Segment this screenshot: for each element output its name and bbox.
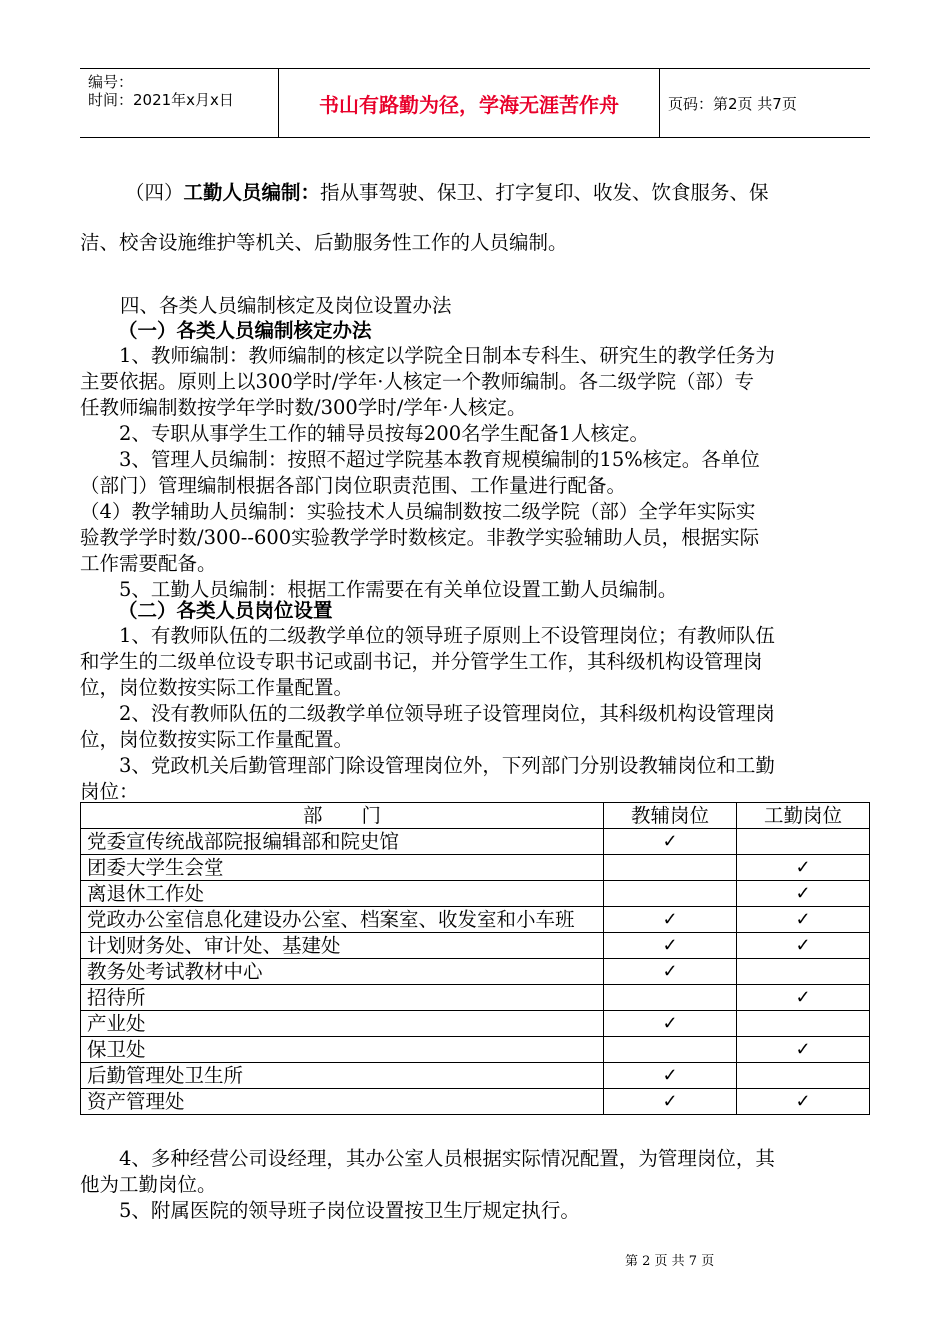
section4-prefix: （四）: [125, 181, 184, 204]
dept-cell: 招待所: [81, 985, 604, 1011]
header-meta: [80, 69, 279, 137]
teaching-aid-check: ✓: [604, 1063, 737, 1089]
body-line: 和学生的二级单位设专职书记或副书记，并分管学生工作，其科级机构设管理岗: [80, 650, 763, 673]
teaching-aid-check: ✓: [604, 959, 737, 985]
dept-cell: 离退休工作处: [81, 881, 604, 907]
dept-cell: 教务处考试教材中心: [81, 959, 604, 985]
dept-cell: 党政办公室信息化建设办公室、档案室、收发室和小车班: [81, 907, 604, 933]
service-check: [737, 829, 870, 855]
header-motto: 书山有路勤为径，学海无涯苦作舟: [279, 69, 660, 137]
dept-cell: 保卫处: [81, 1037, 604, 1063]
table-row: [81, 907, 870, 933]
table-row: [81, 829, 870, 855]
dept-cell: 团委大学生会堂: [81, 855, 604, 881]
teaching-aid-check: [604, 985, 737, 1011]
dept-cell: 党委宣传统战部院报编辑部和院史馆: [81, 829, 604, 855]
body-line: 工作需要配备。: [80, 552, 217, 575]
header-teaching-aid: 教辅岗位: [604, 803, 737, 829]
body-line: 5、附属医院的领导班子岗位设置按卫生厅规定执行。: [80, 1199, 580, 1222]
body-line: 4、多种经营公司设经理，其办公室人员根据实际情况配置，为管理岗位，其: [80, 1147, 775, 1170]
position-table: [80, 802, 870, 1115]
table-row: [81, 1089, 870, 1115]
teaching-aid-check: ✓: [604, 1011, 737, 1037]
teaching-aid-check: ✓: [604, 1089, 737, 1115]
table-header-row: [81, 803, 870, 829]
teaching-aid-check: ✓: [604, 829, 737, 855]
page-footer: 第 2 页 共 7 页: [625, 1254, 715, 1269]
service-check: ✓: [737, 933, 870, 959]
table-row: [81, 985, 870, 1011]
body-line: 1、教师编制：教师编制的核定以学院全日制本专科生、研究生的教学任务为: [80, 344, 775, 367]
teaching-aid-check: ✓: [604, 933, 737, 959]
time-label: 时间：2021年x月x日: [88, 91, 234, 109]
header-dept: 部 门: [81, 803, 604, 829]
body-line: 1、有教师队伍的二级教学单位的领导班子原则上不设管理岗位；有教师队伍: [80, 624, 775, 647]
teaching-aid-check: [604, 881, 737, 907]
service-check: ✓: [737, 1089, 870, 1115]
heading-sub1: （一）各类人员编制核定办法: [118, 319, 372, 342]
body-line: 2、专职从事学生工作的辅导员按每200名学生配备1人核定。: [80, 422, 650, 445]
heading-sub2: （二）各类人员岗位设置: [118, 599, 333, 622]
dept-cell: 后勤管理处卫生所: [81, 1063, 604, 1089]
body-line: 任教师编制数按学年学时数/300学时/学年·人核定。: [80, 396, 527, 419]
dept-cell: 计划财务处、审计处、基建处: [81, 933, 604, 959]
service-check: ✓: [737, 907, 870, 933]
body-line: 2、没有教师队伍的二级教学单位领导班子设管理岗位，其科级机构设管理岗: [80, 702, 775, 725]
table-row: [81, 1011, 870, 1037]
table-row: [81, 855, 870, 881]
body-line: 5、工勤人员编制：根据工作需要在有关单位设置工勤人员编制。: [80, 578, 678, 601]
body-line: 位，岗位数按实际工作量配置。: [80, 676, 354, 699]
body-line: 3、党政机关后勤管理部门除设管理岗位外，下列部门分别设教辅岗位和工勤: [80, 754, 775, 777]
service-check: ✓: [737, 881, 870, 907]
body-line: 验教学学时数/300--600实验教学学时数核定。非教学实验辅助人员，根据实际: [80, 526, 760, 549]
header-page-info: 页码：第2页 共7页: [668, 94, 797, 113]
body-line: （4）教学辅助人员编制：实验技术人员编制数按二级学院（部）全学年实际实: [80, 500, 756, 523]
body-line: 岗位：: [80, 780, 139, 803]
table-row: [81, 959, 870, 985]
table-row: [81, 881, 870, 907]
service-check: ✓: [737, 985, 870, 1011]
service-check: ✓: [737, 1037, 870, 1063]
table-row: [81, 933, 870, 959]
heading-main: 四、各类人员编制核定及岗位设置办法: [120, 294, 452, 317]
body-line: 他为工勤岗位。: [80, 1173, 217, 1196]
header-service: 工勤岗位: [737, 803, 870, 829]
section4-rest: 指从事驾驶、保卫、打字复印、收发、饮食服务、保: [320, 181, 769, 204]
dept-cell: 资产管理处: [81, 1089, 604, 1115]
section4-line2: 洁、校舍设施维护等机关、后勤服务性工作的人员编制。: [80, 231, 568, 254]
body-line: 位，岗位数按实际工作量配置。: [80, 728, 354, 751]
table-row: [81, 1037, 870, 1063]
service-check: ✓: [737, 855, 870, 881]
service-check: [737, 1063, 870, 1089]
table-row: [81, 1063, 870, 1089]
body-line: 主要依据。原则上以300学时/学年·人核定一个教师编制。各二级学院（部）专: [80, 370, 754, 393]
code-label: 编号：: [88, 73, 134, 91]
teaching-aid-check: [604, 855, 737, 881]
dept-cell: 产业处: [81, 1011, 604, 1037]
service-check: [737, 959, 870, 985]
page-header: [80, 68, 870, 138]
body-line: 3、管理人员编制：按照不超过学院基本教育规模编制的15%核定。各单位: [80, 448, 760, 471]
body-line: （部门）管理编制根据各部门岗位职责范围、工作量进行配备。: [80, 474, 627, 497]
service-check: [737, 1011, 870, 1037]
section4-line1: [125, 180, 915, 206]
teaching-aid-check: ✓: [604, 907, 737, 933]
teaching-aid-check: [604, 1037, 737, 1063]
section4-bold: 工勤人员编制：: [183, 181, 321, 204]
